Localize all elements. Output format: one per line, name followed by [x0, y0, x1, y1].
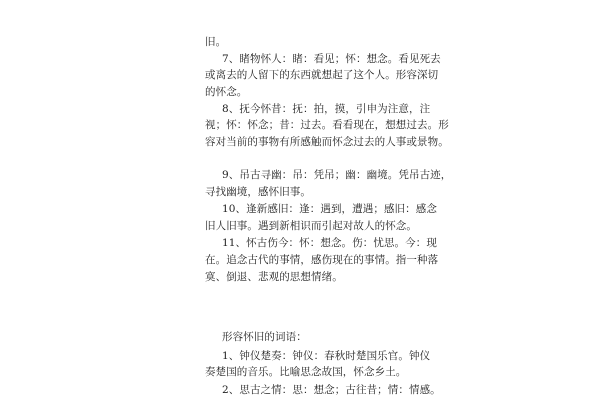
- text-line-1: 旧。: [205, 36, 227, 48]
- entry-9-line-1: 9、吊古寻幽：吊：凭吊；幽：幽境。凭吊古迹，: [222, 169, 452, 181]
- entry-7-line-1: 7、睹物怀人：睹：看见；怀：想念。看见死去: [222, 53, 441, 65]
- entry-11-line-2: 在。追念古代的事情，感伤现在的事情。指一种落: [205, 254, 439, 266]
- word-1-line-1: 1、钟仪楚奏：钟仪：春秋时楚国乐官。钟仪: [222, 350, 431, 362]
- entry-11-line-3: 寞、倒退、悲观的思想情绪。: [205, 271, 343, 283]
- word-2-line-1: 2、思古之情：思：想念；古往昔；情：情感。: [222, 384, 441, 396]
- section-heading: 形容怀旧的词语：: [222, 331, 307, 343]
- word-1-line-2: 奏楚国的音乐。比喻思念故国，怀念乡土。: [205, 366, 407, 378]
- entry-11-line-1: 11、怀古伤今：怀：想念。伤：忧思。今：现: [222, 237, 437, 249]
- entry-10-line-1: 10、逢新感旧：逢：遇到，遭遇；感旧：感念: [222, 203, 437, 215]
- entry-7-line-3: 的怀念。: [205, 86, 248, 98]
- entry-8-line-1: 8、抚今怀昔：抚：拍，摸，引申为注意，注: [222, 103, 431, 115]
- entry-9-line-2: 寻找幽境，感怀旧事。: [205, 186, 311, 198]
- entry-7-line-2: 或离去的人留下的东西就想起了这个人。形容深切: [205, 69, 439, 81]
- entry-8-line-2: 视；怀：怀念；昔：过去。看看现在，想想过去。形: [205, 119, 449, 131]
- entry-10-line-2: 旧人旧事。遇到新相识而引起对故人的怀念。: [205, 220, 417, 232]
- entry-8-line-3: 容对当前的事物有所感触而怀念过去的人事或景物。: [205, 136, 449, 148]
